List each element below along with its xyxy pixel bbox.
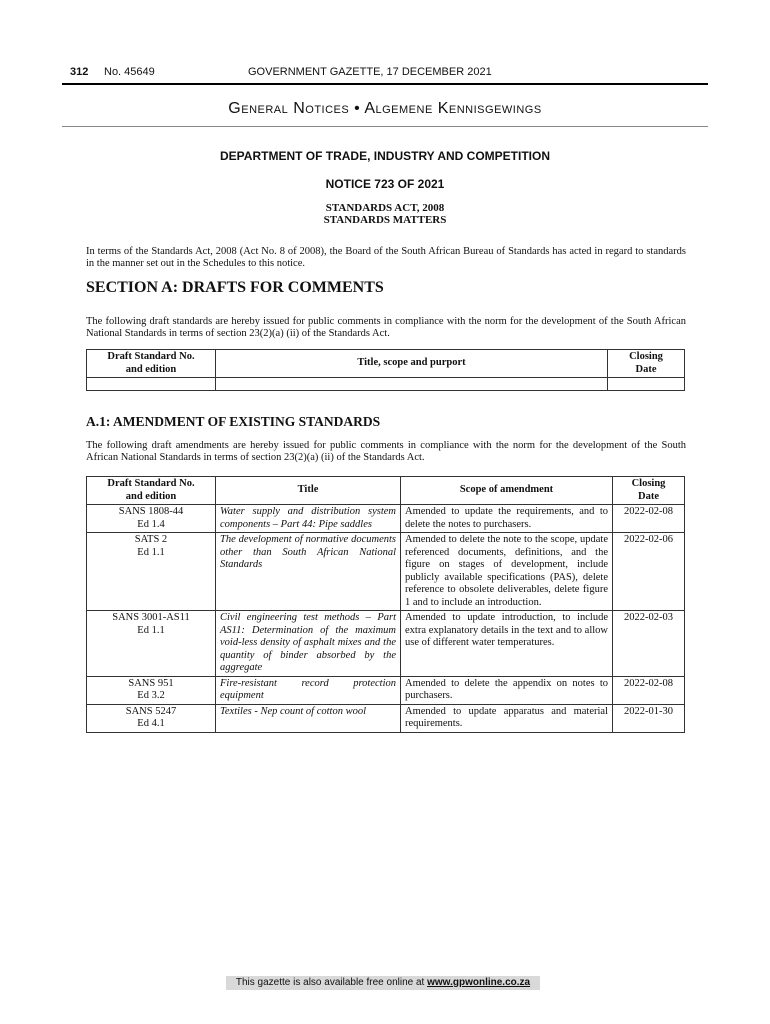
standard-cell	[87, 533, 216, 611]
edition: Ed 3.2	[137, 690, 165, 701]
header-line: and edition	[125, 490, 177, 502]
header-scope: Scope of amendment	[401, 477, 613, 505]
act-line-2: STANDARDS MATTERS	[323, 214, 447, 226]
department-heading: DEPARTMENT OF TRADE, INDUSTRY AND COMPETITION	[220, 149, 550, 163]
act-line-1: STANDARDS ACT, 2008	[325, 202, 445, 214]
footer-banner	[226, 976, 540, 990]
table-header-row	[87, 350, 685, 378]
header-draft-standard	[87, 350, 216, 378]
section-a-heading: SECTION A: DRAFTS FOR COMMENTS	[86, 279, 384, 296]
title-rule	[62, 126, 708, 127]
notice-number: NOTICE 723 OF 2021	[325, 177, 445, 191]
header-line: Date	[638, 490, 659, 502]
drafts-table	[86, 349, 685, 391]
footer-link[interactable]: www.gpwonline.co.za	[427, 977, 531, 988]
scope-cell: Amended to update apparatus and material requirements.	[401, 704, 613, 732]
header-title-scope: Title, scope and purport	[216, 350, 608, 378]
title-cell: Textiles - Nep count of cotton wool	[216, 704, 401, 732]
standard-number: SANS 5247	[125, 705, 177, 717]
header-closing-date	[613, 477, 685, 505]
title-cell: Fire-resistant record protection equipment	[216, 676, 401, 704]
edition: Ed 1.1	[137, 624, 165, 636]
footer-text: This gazette is also available free online at	[235, 977, 425, 988]
notices-title: General Notices • Algemene Kennisgewings	[228, 100, 542, 117]
intro-paragraph: In terms of the Standards Act, 2008 (Act No. 8 of 2008), the Board of the South African Bureau of Standards has acted in regard to standards in the manner set out in the Schedules to this notice.	[86, 246, 686, 269]
table-row	[87, 378, 685, 391]
header-closing-date	[608, 350, 685, 378]
page-header	[70, 64, 710, 82]
standard-number: SANS 3001-AS11	[112, 612, 190, 623]
act-heading	[62, 202, 708, 226]
header-line: Date	[635, 363, 657, 375]
table-row	[87, 704, 685, 732]
standard-number: SANS 1808-44	[118, 506, 184, 517]
scope-cell: Amended to update the requirements, and to delete the notes to purchasers.	[401, 505, 613, 533]
header-line: Draft Standard No.	[107, 351, 195, 362]
title-cell: Water supply and distribution system components – Part 44: Pipe saddles	[216, 505, 401, 533]
section-a-text: The following draft standards are hereby issued for public comments in compliance with the norm for the development of the South African National Standards in terms of section 23(2)(a) (ii) of the Standards Act.	[86, 316, 686, 339]
scope-cell: Amended to update introduction, to include extra explanatory details in the text and to allow use of different water temperatures.	[401, 611, 613, 677]
table-row	[87, 533, 685, 611]
edition: Ed 4.1	[137, 718, 165, 729]
header-line: Closing	[629, 351, 663, 362]
edition: Ed 1.1	[137, 546, 165, 558]
standard-cell	[87, 611, 216, 677]
standard-cell	[87, 505, 216, 533]
standard-cell	[87, 676, 216, 704]
scope-cell: Amended to delete the note to the scope, update referenced documents, definitions, and the figure on stages of development, include publicly available specifications (PAS), delete reference to obsolete deliverables, delete figure 1 and to include an introduction.	[401, 533, 613, 611]
table-header-row	[87, 477, 685, 505]
edition: Ed 1.4	[137, 518, 165, 530]
table-row	[87, 676, 685, 704]
table-row	[87, 505, 685, 533]
header-rule	[62, 83, 708, 85]
section-a1-heading: A.1: AMENDMENT OF EXISTING STANDARDS	[86, 414, 381, 429]
empty-cell	[608, 378, 685, 391]
amendments-table	[86, 476, 685, 733]
title-cell: The development of normative documents other than South African National Standards	[216, 533, 401, 611]
date-cell: 2022-02-03	[613, 611, 685, 677]
header-line: and edition	[125, 363, 177, 375]
section-a1-text: The following draft amendments are hereby issued for public comments in compliance with the norm for the development of the South African National Standards in terms of section 23(2)(a) (ii) of the Standards Act.	[86, 440, 686, 463]
standard-cell	[87, 704, 216, 732]
issue-number: No. 45649	[104, 66, 155, 78]
date-cell: 2022-02-08	[613, 676, 685, 704]
header-title: Title	[216, 477, 401, 505]
header-draft-standard	[87, 477, 216, 505]
empty-cell	[216, 378, 608, 391]
date-cell: 2022-01-30	[613, 704, 685, 732]
standard-number: SATS 2	[134, 534, 168, 545]
scope-cell: Amended to delete the appendix on notes to purchasers.	[401, 676, 613, 704]
page-number: 312	[70, 66, 89, 78]
header-line: Draft Standard No.	[107, 478, 195, 489]
gazette-title: GOVERNMENT GAZETTE, 17 DECEMBER 2021	[248, 66, 492, 78]
date-cell: 2022-02-08	[613, 505, 685, 533]
standard-number: SANS 951	[128, 677, 174, 689]
table-row	[87, 611, 685, 677]
header-line: Closing	[631, 478, 666, 489]
date-cell: 2022-02-06	[613, 533, 685, 611]
empty-cell	[87, 378, 216, 391]
title-cell: Civil engineering test methods – Part AS11: Determination of the maximum void-less density of asphalt mixes and the quantity of binder absorbed by the aggregate	[216, 611, 401, 677]
